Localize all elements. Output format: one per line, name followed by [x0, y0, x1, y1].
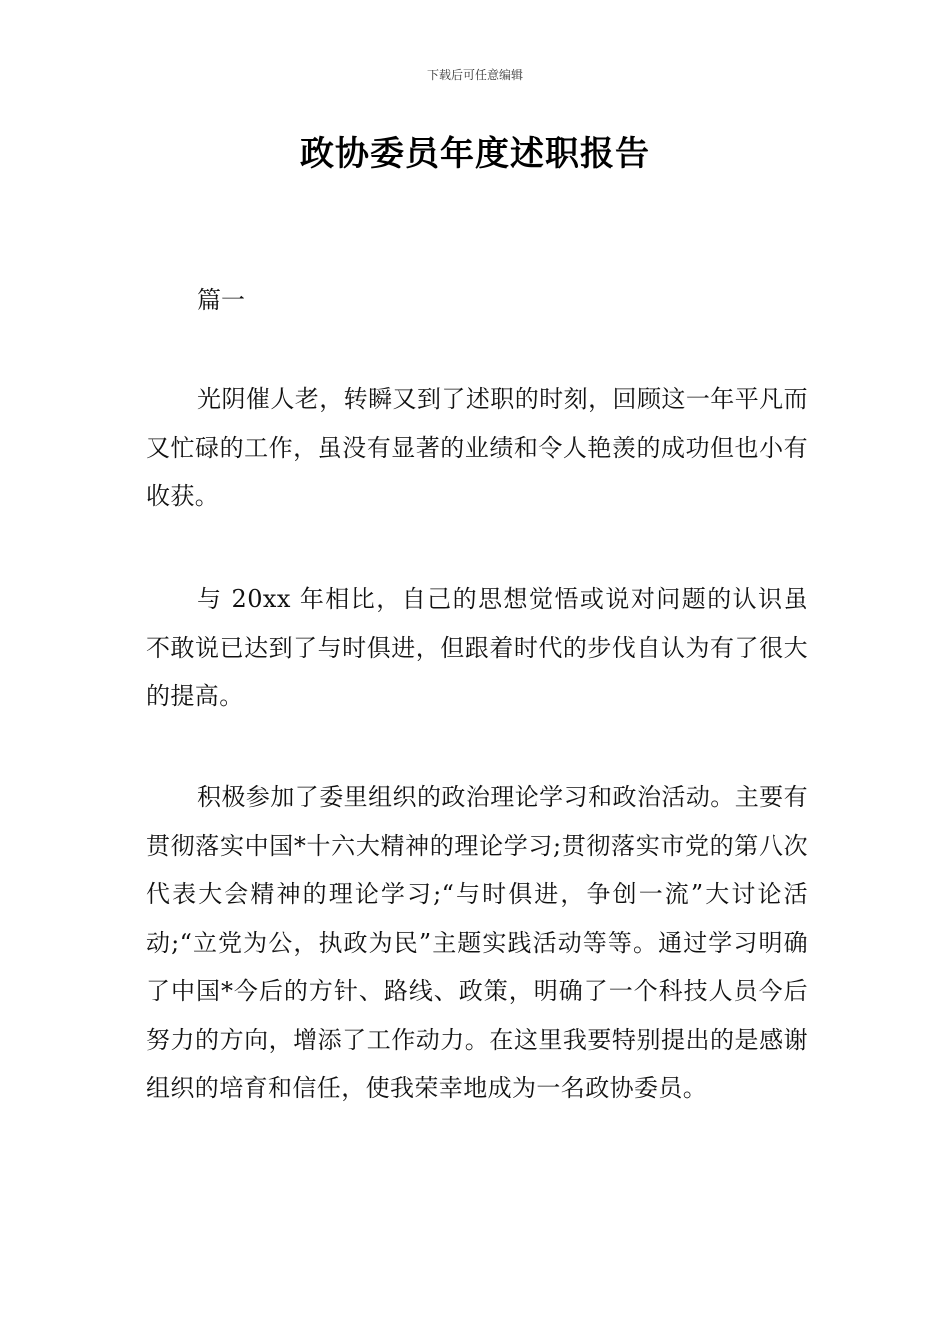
paragraph-2: 与 20xx 年相比，自己的思想觉悟或说对问题的认识虽不敢说已达到了与时俱进，但跟着时代的步伐自认为有了很大的提高。	[146, 585, 808, 710]
document-title: 政协委员年度述职报告	[300, 134, 650, 174]
paragraph-3: 积极参加了委里组织的政治理论学习和政治活动。主要有贯彻落实中国*十六大精神的理论学习;贯彻落实市党的第八次代表大会精神的理论学习;“与时俱进，争创一流”大讨论活动;“立党为公，执政为民”主题实践活动等等。通过学习明确了中国*今后的方针、路线、政策，明确了一个科技人员今后努力的方向，增添了工作动力。在这里我要特别提出的是感谢组织的培育和信任，使我荣幸地成为一名政协委员。	[146, 783, 808, 1102]
paragraph-1: 光阴催人老，转瞬又到了述职的时刻，回顾这一年平凡而又忙碌的工作，虽没有显著的业绩和令人艳羡的成功但也小有收获。	[146, 385, 808, 510]
header-note: 下载后可任意编辑	[426, 68, 523, 82]
section-label: 篇一	[197, 286, 245, 314]
